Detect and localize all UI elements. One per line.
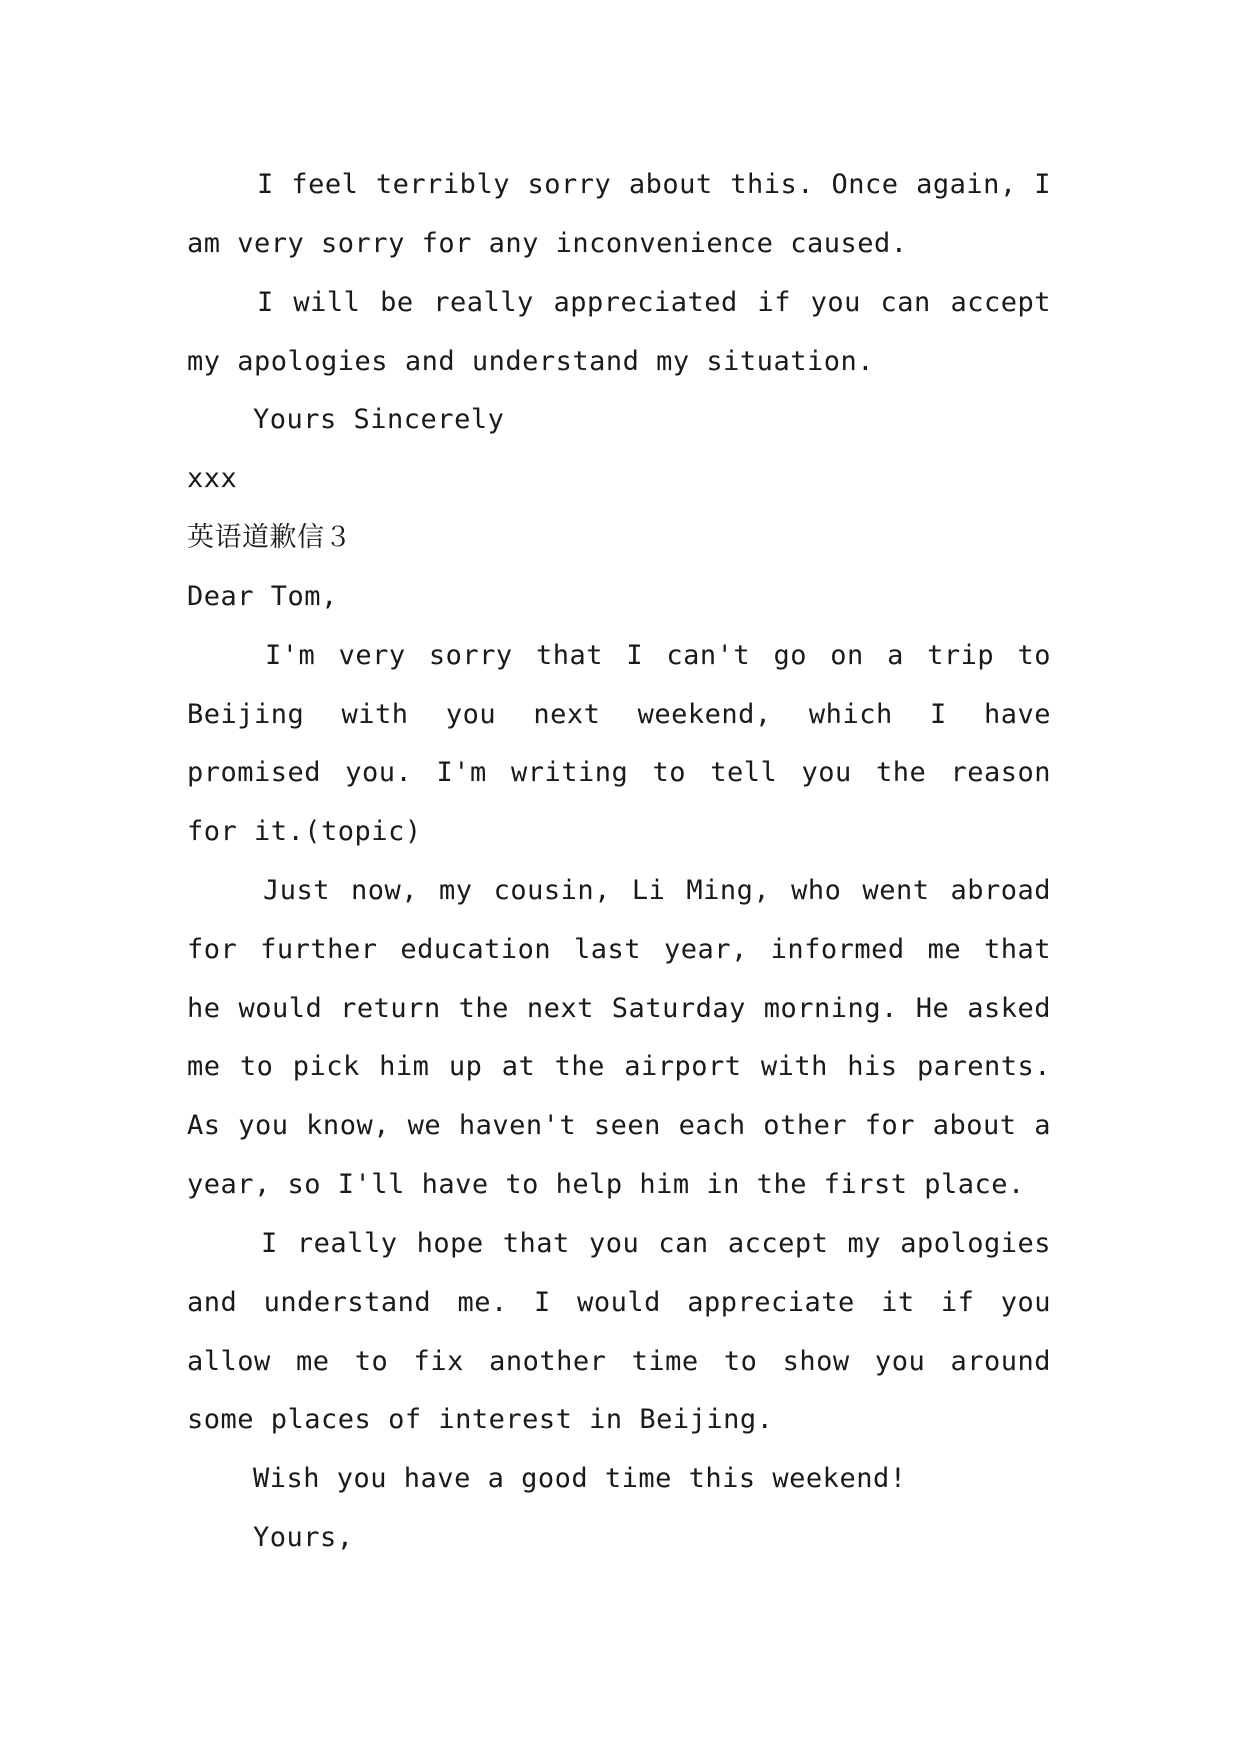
text-line: my apologies and understand my situation. (187, 346, 874, 377)
text-line: for it.(topic) (187, 816, 422, 847)
text-line: for further education last year, informed me that (187, 934, 1051, 965)
text-line: and understand me. I would appreciate it if you (187, 1287, 1051, 1318)
text-line: Just now, my cousin, Li Ming, who went abroad (263, 875, 1051, 906)
closing-line: Yours, (253, 1522, 354, 1553)
salutation-line: Dear Tom, (187, 581, 338, 612)
text-line: year, so I'll have to help him in the first place. (187, 1169, 1025, 1200)
closing-line: Yours Sincerely (253, 404, 505, 435)
text-line: am very sorry for any inconvenience caused. (187, 228, 908, 259)
text-line: Beijing with you next weekend, which I have (187, 699, 1051, 730)
text-line: I feel terribly sorry about this. Once again, I (257, 169, 1051, 200)
text-line: he would return the next Saturday morning. He asked (187, 993, 1051, 1024)
text-line: I will be really appreciated if you can accept (257, 287, 1051, 318)
section-heading: 英语道歉信３ (187, 522, 352, 553)
text-line: Wish you have a good time this weekend! (253, 1463, 907, 1494)
text-line: me to pick him up at the airport with his parents. (187, 1051, 1051, 1082)
text-line: I really hope that you can accept my apologies (261, 1228, 1051, 1259)
text-line: I'm very sorry that I can't go on a trip to (265, 640, 1051, 671)
signature-line: xxx (187, 463, 238, 494)
text-line: some places of interest in Beijing. (187, 1404, 774, 1435)
text-line: As you know, we haven't seen each other for about a (187, 1110, 1051, 1141)
text-line: promised you. I'm writing to tell you the reason (187, 757, 1051, 788)
text-line: allow me to fix another time to show you around (187, 1346, 1051, 1377)
